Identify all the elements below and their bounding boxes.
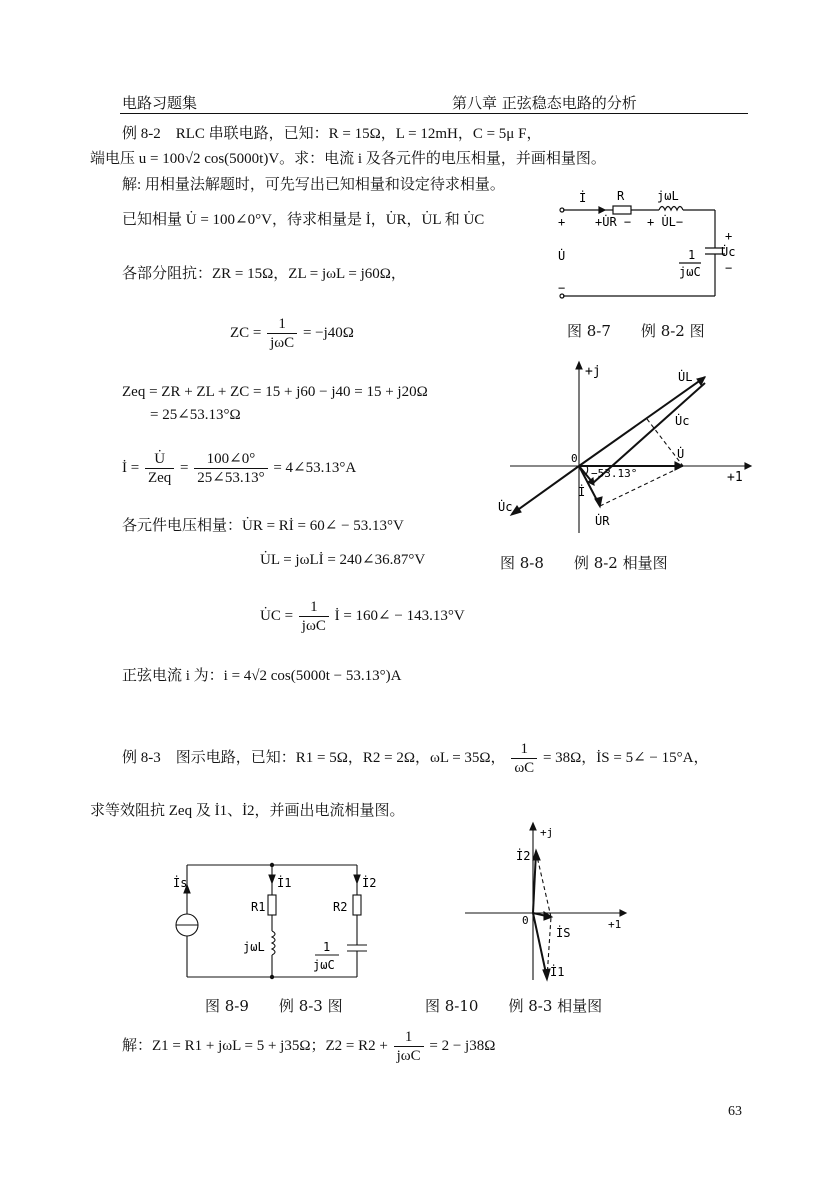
ex83-line2: 求等效阻抗 Zeq 及 İ1、İ2，并画出电流相量图。	[90, 803, 405, 819]
fig87-jwl: jωL	[657, 189, 679, 203]
fig88-ul: U̇L	[678, 370, 693, 384]
sine-line: 正弦电流 i 为：i = 4√2 cos(5000t − 53.13°)A	[122, 668, 402, 684]
ex83-line1-a: 例 8-3 图示电路，已知：R1 = 5Ω，R2 = 2Ω，ωL = 35Ω，	[122, 749, 506, 766]
zeq-line1: Zeq = ZR + ZL + ZC = 15 + j60 − j40 = 15 + j20Ω	[122, 384, 428, 400]
fig-8-9-circuit	[165, 855, 380, 985]
fig87-r: R	[617, 189, 625, 203]
uc-den: jωC	[301, 618, 326, 634]
ex83-line1-den: ωC	[514, 760, 535, 776]
i-num1: U̇	[145, 450, 174, 469]
fig87-plus1: +	[558, 215, 566, 229]
fig87-u: U̇	[558, 249, 566, 263]
ex82-line1: 例 8-2 RLC 串联电路，已知：R = 15Ω，L = 12mH，C = 5μ F，	[122, 126, 542, 142]
fig87-uc: U̇c	[721, 245, 735, 259]
i-lhs: İ =	[122, 459, 140, 476]
uc-rhs: İ = 160∠ − 143.13°V	[334, 607, 465, 624]
fig87-one: 1	[688, 248, 696, 262]
fig89-caption: 图 8-9 例 8-3 图	[205, 997, 343, 1015]
fig810-caption: 图 8-10 例 8-3 相量图	[425, 997, 603, 1015]
fig87-ul: + U̇L−	[647, 215, 684, 229]
fig89-r2: R2	[333, 900, 348, 914]
fig87-i: İ	[579, 191, 587, 205]
fig88-ang: −53.13°	[591, 467, 638, 480]
fig810-i1: İ1	[550, 965, 565, 979]
fig89-i2: İ2	[362, 876, 377, 890]
fig89-i1: İ1	[277, 876, 292, 890]
ex82-line3: 解: 用相量法解题时，可先写出已知相量和设定待求相量。	[122, 177, 505, 193]
fig810-p1: +1	[608, 918, 622, 931]
fig89-jwl: jωL	[243, 940, 265, 954]
fig88-ur: U̇R	[595, 514, 610, 528]
header-right: 第八章 正弦稳态电路的分析	[452, 94, 637, 112]
uc-lhs: U̇C =	[260, 607, 294, 624]
fig87-caption: 图 8-7 例 8-2 图	[567, 322, 705, 340]
fig810-pj: +j	[540, 826, 554, 839]
fig810-o: 0	[522, 914, 529, 927]
fig87-minus2: −	[725, 261, 733, 275]
zc-lhs: ZC =	[230, 324, 262, 341]
fig88-u: U̇	[677, 447, 685, 461]
ex83-line1-num: 1	[511, 740, 537, 759]
ex82-line2: 端电压 u = 100√2 cos(5000t)V。求：电流 i 及各元件的电压相量，并画相量图。	[90, 151, 606, 167]
fig88-pj: +j	[585, 364, 601, 379]
i-den2: 25∠53.13°	[197, 470, 265, 486]
i-eq: =	[180, 459, 189, 476]
fig87-plus2: +	[725, 229, 733, 243]
fig89-jwc: jωC	[313, 958, 335, 972]
fig-8-8-phasor	[495, 355, 755, 535]
uc-equation	[260, 598, 465, 635]
current-equation	[122, 450, 356, 487]
sol-num: 1	[394, 1028, 424, 1047]
fig88-uc1: U̇c	[675, 414, 690, 428]
zc-den: jωC	[270, 335, 295, 351]
ex83-line1-b: = 38Ω，İS = 5∠ − 15°A，	[542, 749, 709, 766]
fig88-uc2: U̇c	[498, 500, 513, 514]
header-left: 电路习题集	[122, 94, 198, 112]
fig88-caption: 图 8-8 例 8-2 相量图	[500, 554, 668, 572]
fig810-is: İS	[556, 926, 571, 940]
zc-rhs: = −j40Ω	[302, 324, 354, 341]
i-den1: Zeq	[147, 470, 172, 486]
fig87-minus1: −	[558, 281, 566, 295]
fig-8-10-phasor	[460, 820, 640, 990]
fig87-jwc: jωC	[679, 265, 701, 279]
ul-line: U̇L = jωLİ = 240∠36.87°V	[260, 552, 426, 568]
fig88-i: İ	[578, 485, 586, 499]
ex82-line5: 各部分阻抗：ZR = 15Ω，ZL = jωL = j60Ω，	[122, 266, 406, 282]
zc-num: 1	[267, 315, 297, 334]
ex83-line1	[122, 740, 708, 777]
sol-b: = 2 − j38Ω	[429, 1037, 496, 1054]
fig89-r1: R1	[251, 900, 266, 914]
i-rhs: = 4∠53.13°A	[273, 459, 357, 476]
fig88-p1: +1	[727, 470, 743, 485]
zc-equation	[230, 315, 354, 352]
header-rule	[120, 113, 748, 114]
fig88-o: 0	[571, 452, 578, 465]
sol-den: jωC	[396, 1048, 421, 1064]
fig87-ur: +U̇R −	[595, 215, 632, 229]
fig-8-7-circuit	[555, 180, 735, 300]
ur-line: 各元件电压相量：U̇R = Rİ = 60∠ − 53.13°V	[122, 518, 404, 534]
ex82-line4: 已知相量 U̇ = 100∠0°V，待求相量是 İ，U̇R，U̇L 和 U̇C	[122, 212, 485, 228]
ex83-solution	[122, 1028, 495, 1065]
page-number: 63	[728, 1104, 742, 1119]
i-num2: 100∠0°	[194, 450, 267, 469]
zeq-line2: = 25∠53.13°Ω	[150, 407, 241, 423]
fig810-i2: İ2	[516, 849, 531, 863]
uc-num: 1	[299, 598, 329, 617]
fig89-is: İs	[173, 876, 188, 890]
sol-a: 解：Z1 = R1 + jωL = 5 + j35Ω；Z2 = R2 +	[122, 1037, 388, 1054]
fig89-one: 1	[323, 940, 331, 954]
